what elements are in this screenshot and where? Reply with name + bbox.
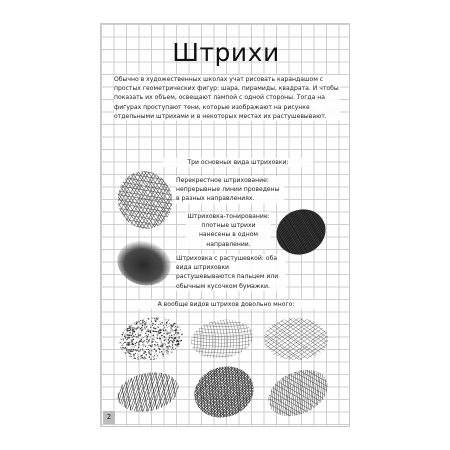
stipple-swatch — [117, 314, 185, 364]
blending-swatch — [115, 238, 173, 288]
toning-swatch — [273, 207, 329, 257]
three-types-heading: Три основных вида штриховки: — [163, 158, 313, 167]
cross-hatching-label: Перекрестное штрихование: непрерывные линии проведены в разных направлениях. — [176, 176, 284, 204]
cross-scribble-swatch — [261, 314, 331, 364]
toning-label: Штриховка-тонирование: плотные штрихи нанесены в одном направлении. — [187, 213, 270, 248]
many-kinds-heading: А вообще видов штрихов довольно много: — [131, 300, 321, 309]
dense-cross-hatching-swatch — [191, 364, 257, 420]
diagonal-hatching-swatch — [115, 369, 181, 415]
light-curved-hatching-swatch — [189, 317, 255, 361]
intro-paragraph: Обычно в художественных школах учат рисовать карандашом с простых геометрических фигур: шара, пирамиды, квадрата. И чтобы показать их объем, освещают лампой с одной стороны. Тогда на фигурах проступают тени, которые изображают на рисунке отдельными штрихами и в некоторых местах их растушевывают. — [114, 76, 339, 120]
blending-label: Штриховка с растушевкой: оба вида штриховки растушевываются пальцем или обычным кусочком бумажки. — [176, 254, 286, 291]
page-title: Штрихи — [172, 38, 280, 67]
page-number: 2 — [103, 411, 115, 424]
cross-hatching-swatch — [115, 169, 175, 231]
workbook-page — [100, 23, 350, 427]
vertical-hatching-swatch — [263, 368, 333, 418]
